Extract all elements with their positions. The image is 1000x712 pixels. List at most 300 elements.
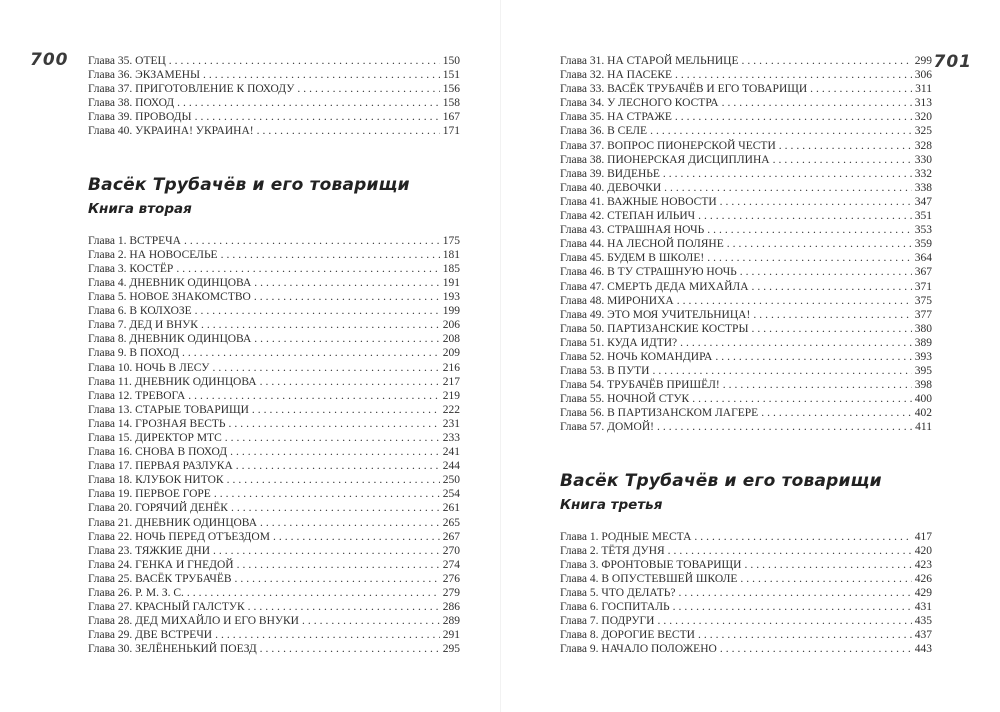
toc-entry <box>88 304 460 318</box>
dot-leader <box>260 642 440 656</box>
toc-entry-title: Глава 51. КУДА ИДТИ? <box>560 336 678 349</box>
toc-entry-title: Глава 3. ФРОНТОВЫЕ ТОВАРИЩИ <box>560 558 742 571</box>
toc-entry <box>88 82 460 96</box>
dot-leader <box>252 403 440 417</box>
toc-entry-page: 371 <box>914 280 932 293</box>
toc-entry <box>560 68 932 82</box>
dot-leader <box>213 544 440 558</box>
toc-entry-title: Глава 25. ВАСЁК ТРУБАЧЁВ <box>88 572 232 585</box>
toc-entry-title: Глава 37. ВОПРОС ПИОНЕРСКОЙ ЧЕСТИ <box>560 139 776 152</box>
dot-leader <box>751 322 911 336</box>
toc-entry-page: 380 <box>914 322 932 335</box>
dot-leader <box>720 642 912 656</box>
dot-leader <box>214 487 440 501</box>
dot-leader <box>664 181 912 195</box>
toc-entry-page: 338 <box>914 181 932 194</box>
dot-leader <box>203 68 440 82</box>
toc-entry-page: 313 <box>914 97 932 110</box>
toc-entry-page: 156 <box>442 83 460 96</box>
toc-entry-page: 199 <box>442 305 460 318</box>
toc-entry-title: Глава 26. Р. М. З. С. <box>88 587 184 600</box>
toc-entry-title: Глава 54. ТРУБАЧЁВ ПРИШЁЛ! <box>560 379 720 392</box>
toc-entry <box>88 389 460 403</box>
toc-entry-title: Глава 16. СНОВА В ПОХОД <box>88 446 228 459</box>
dot-leader <box>257 124 440 138</box>
dot-leader <box>752 280 912 294</box>
toc-entry-title: Глава 10. НОЧЬ В ЛЕСУ <box>88 361 210 374</box>
toc-entry-page: 393 <box>914 350 932 363</box>
page-number-left: 700 <box>30 50 69 70</box>
toc-entry <box>88 544 460 558</box>
toc-entry <box>560 558 932 572</box>
toc-entry-page: 267 <box>442 530 460 543</box>
toc-entry-title: Глава 39. ПРОВОДЫ <box>88 111 192 124</box>
toc-entry <box>88 445 460 459</box>
toc-entry-title: Глава 33. ВАСЁК ТРУБАЧЁВ И ЕГО ТОВАРИЩИ <box>560 83 808 96</box>
dot-leader <box>169 54 440 68</box>
dot-leader <box>237 558 440 572</box>
dot-leader <box>273 530 440 544</box>
toc-entry-page: 435 <box>914 615 932 628</box>
toc-entry <box>560 322 932 336</box>
toc-entry-page: 233 <box>442 432 460 444</box>
book-subtitle-heading: Книга вторая <box>88 200 192 217</box>
toc-entry-page: 185 <box>442 262 460 275</box>
dot-leader <box>254 276 439 290</box>
dot-leader <box>675 68 912 82</box>
dot-leader <box>176 262 439 276</box>
toc-entry-title: Глава 38. ПОХОД <box>88 97 175 110</box>
toc-entry-title: Глава 6. ГОСПИТАЛЬ <box>560 601 670 614</box>
toc-entry-page: 395 <box>914 365 932 378</box>
toc-entry-title: Глава 55. НОЧНОЙ СТУК <box>560 393 690 406</box>
dot-leader <box>248 600 440 614</box>
toc-entry <box>560 223 932 237</box>
toc-entry <box>88 516 460 530</box>
toc-entry-title: Глава 24. ГЕНКА И ГНЕДОЙ <box>88 558 234 571</box>
toc-entry-page: 250 <box>442 474 460 487</box>
toc-entry-title: Глава 11. ДНЕВНИК ОДИНЦОВА <box>88 375 257 388</box>
toc-entry-title: Глава 15. ДИРЕКТОР МТС <box>88 432 222 444</box>
toc-entry-title: Глава 5. ЧТО ДЕЛАТЬ? <box>560 587 676 600</box>
toc-entry-page: 289 <box>442 615 460 628</box>
toc-entry <box>88 276 460 290</box>
toc-entry-page: 193 <box>442 291 460 304</box>
dot-leader <box>692 392 912 406</box>
toc-entry-page: 306 <box>914 69 932 82</box>
dot-leader <box>678 586 911 600</box>
toc-entry-page: 167 <box>442 111 460 124</box>
toc-entry-page: 367 <box>914 266 932 279</box>
toc-entry-title: Глава 48. МИРОНИХА <box>560 294 674 307</box>
toc-entry-page: 411 <box>915 421 932 434</box>
toc-entry-page: 219 <box>442 389 460 402</box>
toc-entry <box>560 364 932 378</box>
toc-entry-title: Глава 20. ГОРЯЧИЙ ДЕНЁК <box>88 502 228 515</box>
toc-entry-title: Глава 40. УКРАИНА! УКРАИНА! <box>88 125 254 138</box>
toc-entry-page: 347 <box>914 195 932 208</box>
toc-entry-page: 181 <box>442 248 460 261</box>
dot-leader <box>254 332 439 346</box>
toc-entry <box>88 262 460 276</box>
toc-entry-page: 330 <box>914 153 932 166</box>
dot-leader <box>231 501 440 515</box>
toc-entry-page: 279 <box>442 587 460 600</box>
toc-section <box>88 175 460 657</box>
toc-entry <box>88 290 460 304</box>
toc-entry <box>560 308 932 322</box>
toc-entry-title: Глава 36. ЭКЗАМЕНЫ <box>88 69 201 82</box>
toc-entry <box>560 392 932 406</box>
dot-leader <box>235 572 440 586</box>
toc-entry <box>88 332 460 346</box>
toc-entry-page: 299 <box>914 55 932 67</box>
dot-leader <box>723 378 912 392</box>
toc-entry-title: Глава 28. ДЕД МИХАЙЛО И ЕГО ВНУКИ <box>88 615 299 628</box>
toc-entry-title: Глава 49. ЭТО МОЯ УЧИТЕЛЬНИЦА! <box>560 308 751 321</box>
toc-entry-page: 216 <box>442 361 460 374</box>
toc-entry-title: Глава 46. В ТУ СТРАШНУЮ НОЧЬ <box>560 266 737 279</box>
dot-leader <box>657 420 912 434</box>
toc-entry <box>560 139 932 153</box>
toc-entry <box>560 124 932 138</box>
toc-entry-title: Глава 27. КРАСНЫЙ ГАЛСТУК <box>88 601 245 614</box>
dot-leader <box>773 153 912 167</box>
toc-entry <box>560 420 932 434</box>
dot-leader <box>715 350 911 364</box>
toc-entry <box>88 248 460 262</box>
dot-leader <box>188 389 439 403</box>
toc-entry <box>560 406 932 420</box>
toc-entry-title: Глава 18. КЛУБОК НИТОК <box>88 474 224 487</box>
toc-entry-title: Глава 57. ДОМОЙ! <box>560 421 654 434</box>
toc-entry-title: Глава 42. СТЕПАН ИЛЬИЧ <box>560 210 696 223</box>
toc-entry <box>88 614 460 628</box>
toc-entry <box>560 336 932 350</box>
toc-entry <box>88 501 460 515</box>
toc-entry-title: Глава 53. В ПУТИ <box>560 365 650 378</box>
toc-entry-title: Глава 4. ДНЕВНИК ОДИНЦОВА <box>88 276 252 289</box>
toc-entry-page: 175 <box>442 234 460 247</box>
toc-entry-title: Глава 6. В КОЛХОЗЕ <box>88 305 192 318</box>
dot-leader <box>652 364 911 378</box>
dot-leader <box>254 290 440 304</box>
dot-leader <box>740 572 911 586</box>
toc-entry <box>88 431 460 445</box>
toc-entry <box>560 195 932 209</box>
toc-entry <box>88 572 460 586</box>
toc-entry-title: Глава 37. ПРИГОТОВЛЕНИЕ К ПОХОДУ <box>88 83 295 96</box>
toc-entry-title: Глава 7. ДЕД И ВНУК <box>88 319 198 332</box>
dot-leader <box>182 346 440 360</box>
toc-entry-title: Глава 29. ДВЕ ВСТРЕЧИ <box>88 629 213 642</box>
toc-entry-page: 328 <box>914 139 932 152</box>
dot-leader <box>195 110 440 124</box>
toc-entry-title: Глава 8. ДНЕВНИК ОДИНЦОВА <box>88 333 252 346</box>
dot-leader <box>677 294 912 308</box>
toc-entry-title: Глава 44. НА ЛЕСНОЙ ПОЛЯНЕ <box>560 238 724 251</box>
dot-leader <box>680 336 912 350</box>
toc-entry <box>560 378 932 392</box>
toc-entry-page: 261 <box>442 502 460 515</box>
toc-entry-title: Глава 30. ЗЕЛЁНЕНЬКИЙ ПОЕЗД <box>88 643 257 656</box>
toc-section <box>88 54 460 139</box>
toc-entry-page: 191 <box>442 276 460 289</box>
toc-entry <box>88 586 460 600</box>
dot-leader <box>212 361 439 375</box>
toc-entry <box>88 628 460 642</box>
toc-entry-title: Глава 52. НОЧЬ КОМАНДИРА <box>560 350 713 363</box>
toc-entry <box>560 82 932 96</box>
toc-entry <box>560 237 932 251</box>
toc-entry-page: 431 <box>914 601 932 614</box>
book-title-heading: Васёк Трубачёв и его товарищи <box>560 470 882 491</box>
dot-leader <box>195 304 440 318</box>
page-number-right: 701 <box>933 52 972 72</box>
toc-entry <box>88 530 460 544</box>
dot-leader <box>761 406 912 420</box>
toc-entry-title: Глава 34. У ЛЕСНОГО КОСТРА <box>560 97 719 110</box>
dot-leader <box>675 110 912 124</box>
toc-entry-page: 359 <box>914 238 932 251</box>
toc-entry <box>560 294 932 308</box>
toc-entry <box>88 403 460 417</box>
toc-entry-title: Глава 1. ВСТРЕЧА <box>88 234 181 247</box>
toc-entry-title: Глава 40. ДЕВОЧКИ <box>560 181 662 194</box>
toc-entry <box>560 280 932 294</box>
toc-entry-title: Глава 43. СТРАШНАЯ НОЧЬ <box>560 224 705 237</box>
dot-leader <box>722 96 912 110</box>
toc-entry <box>88 96 460 110</box>
toc-entry-page: 231 <box>442 417 460 430</box>
toc-entry <box>560 167 932 181</box>
toc-entry-title: Глава 9. В ПОХОД <box>88 347 179 360</box>
toc-entry <box>560 642 932 656</box>
toc-entry-page: 295 <box>442 643 460 656</box>
toc-entry-title: Глава 4. В ОПУСТЕВШЕЙ ШКОЛЕ <box>560 572 738 585</box>
toc-section <box>560 471 932 657</box>
dot-leader <box>260 375 440 389</box>
toc-entry-title: Глава 5. НОВОЕ ЗНАКОМСТВО <box>88 291 251 304</box>
toc-entry-page: 222 <box>442 403 460 416</box>
toc-entry <box>88 68 460 82</box>
book-subtitle-heading: Книга третья <box>560 496 663 513</box>
toc-entry <box>560 153 932 167</box>
toc-entry-page: 389 <box>914 336 932 349</box>
toc-entry-title: Глава 35. ОТЕЦ <box>88 55 166 67</box>
toc-entry <box>560 530 932 544</box>
toc-entry-page: 150 <box>442 55 460 67</box>
toc-entry-page: 171 <box>442 125 460 138</box>
toc-entry-page: 325 <box>914 125 932 138</box>
toc-entry-page: 437 <box>914 629 932 642</box>
toc-entry <box>88 54 460 68</box>
toc-entry-title: Глава 45. БУДЕМ В ШКОЛЕ! <box>560 252 705 265</box>
toc-entry <box>88 110 460 124</box>
toc-entry <box>560 544 932 558</box>
toc-entry-page: 332 <box>914 167 932 180</box>
dot-leader <box>227 473 440 487</box>
toc-entry-page: 270 <box>442 544 460 557</box>
toc-entry <box>88 318 460 332</box>
toc-entry-page: 402 <box>914 407 932 420</box>
toc-entry-page: 320 <box>914 111 932 124</box>
toc-entry <box>88 487 460 501</box>
toc-entry-title: Глава 31. НА СТАРОЙ МЕЛЬНИЦЕ <box>560 55 739 67</box>
dot-leader <box>657 614 911 628</box>
book-title-heading: Васёк Трубачёв и его товарищи <box>88 174 410 195</box>
toc-entry <box>88 473 460 487</box>
toc-entry-page: 426 <box>914 572 932 585</box>
dot-leader <box>740 265 912 279</box>
toc-entry <box>88 642 460 656</box>
toc-entry-page: 158 <box>442 97 460 110</box>
toc-entry <box>560 251 932 265</box>
toc-entry <box>560 350 932 364</box>
toc-entry <box>88 346 460 360</box>
dot-leader <box>727 237 912 251</box>
toc-entry <box>88 459 460 473</box>
toc-entry-page: 364 <box>914 252 932 265</box>
toc-entry-title: Глава 14. ГРОЗНАЯ ВЕСТЬ <box>88 417 226 430</box>
dot-leader <box>302 614 440 628</box>
toc-entry-page: 400 <box>914 393 932 406</box>
toc-left <box>88 54 460 657</box>
toc-entry-page: 217 <box>442 375 460 388</box>
toc-entry-page: 206 <box>442 319 460 332</box>
toc-entry-title: Глава 41. ВАЖНЫЕ НОВОСТИ <box>560 195 717 208</box>
toc-entry <box>88 361 460 375</box>
toc-entry-page: 244 <box>442 460 460 473</box>
toc-entry-title: Глава 2. ТЁТЯ ДУНЯ <box>560 544 665 557</box>
toc-entry-title: Глава 47. СМЕРТЬ ДЕДА МИХАЙЛА <box>560 280 749 293</box>
toc-entry-page: 443 <box>914 643 932 656</box>
dot-leader <box>810 82 912 96</box>
toc-entry <box>88 234 460 248</box>
toc-entry-page: 208 <box>442 333 460 346</box>
toc-entry-title: Глава 21. ДНЕВНИК ОДИНЦОВА <box>88 516 258 529</box>
dot-leader <box>668 544 912 558</box>
toc-entry-page: 265 <box>442 516 460 529</box>
toc-entry-title: Глава 12. ТРЕВОГА <box>88 389 186 402</box>
toc-entry-title: Глава 17. ПЕРВАЯ РАЗЛУКА <box>88 460 233 473</box>
dot-leader <box>215 628 440 642</box>
dot-leader <box>650 124 912 138</box>
toc-entry-title: Глава 38. ПИОНЕРСКАЯ ДИСЦИПЛИНА <box>560 153 770 166</box>
dot-leader <box>187 586 440 600</box>
toc-entry <box>88 124 460 138</box>
toc-entry-page: 276 <box>442 572 460 585</box>
dot-leader <box>698 209 912 223</box>
dot-leader <box>221 248 440 262</box>
toc-entry-title: Глава 7. ПОДРУГИ <box>560 615 655 628</box>
toc-entry <box>560 628 932 642</box>
toc-entry-page: 274 <box>442 558 460 571</box>
toc-entry-title: Глава 35. НА СТРАЖЕ <box>560 111 672 124</box>
dot-leader <box>694 530 911 544</box>
toc-entry-title: Глава 19. ПЕРВОЕ ГОРЕ <box>88 488 211 501</box>
toc-entry <box>560 600 932 614</box>
dot-leader <box>225 431 440 445</box>
dot-leader <box>753 308 911 322</box>
dot-leader <box>707 223 912 237</box>
page-right <box>500 0 1000 712</box>
toc-entry <box>88 600 460 614</box>
toc-entry <box>560 54 932 68</box>
dot-leader <box>230 445 440 459</box>
toc-entry <box>560 614 932 628</box>
toc-entry-page: 286 <box>442 601 460 614</box>
toc-entry-title: Глава 56. В ПАРТИЗАНСКОМ ЛАГЕРЕ <box>560 407 759 420</box>
toc-entry-title: Глава 23. ТЯЖКИЕ ДНИ <box>88 544 211 557</box>
toc-entry-title: Глава 50. ПАРТИЗАНСКИЕ КОСТРЫ <box>560 322 749 335</box>
toc-entry-title: Глава 36. В СЕЛЕ <box>560 125 648 138</box>
dot-leader <box>177 96 440 110</box>
toc-entry-title: Глава 39. ВИДЕНЬЕ <box>560 167 660 180</box>
toc-entry-title: Глава 13. СТАРЫЕ ТОВАРИЩИ <box>88 403 249 416</box>
dot-leader <box>673 600 912 614</box>
dot-leader <box>744 558 911 572</box>
dot-leader <box>260 516 440 530</box>
toc-entry-page: 209 <box>442 347 460 360</box>
toc-section <box>560 54 932 435</box>
toc-entry-page: 377 <box>914 308 932 321</box>
toc-entry-page: 351 <box>914 210 932 223</box>
toc-entry-page: 375 <box>914 294 932 307</box>
toc-right <box>560 54 932 657</box>
toc-entry <box>88 558 460 572</box>
toc-entry-title: Глава 9. НАЧАЛО ПОЛОЖЕНО <box>560 643 717 656</box>
toc-entry-page: 254 <box>442 488 460 501</box>
toc-entry-title: Глава 1. РОДНЫЕ МЕСТА <box>560 530 692 543</box>
toc-entry-page: 420 <box>914 544 932 557</box>
toc-entry-page: 398 <box>914 379 932 392</box>
toc-entry <box>560 110 932 124</box>
toc-entry-title: Глава 2. НА НОВОСЕЛЬЕ <box>88 248 218 261</box>
toc-entry <box>560 181 932 195</box>
toc-entry-title: Глава 3. КОСТЁР <box>88 262 174 275</box>
toc-entry <box>560 265 932 279</box>
dot-leader <box>229 417 440 431</box>
dot-leader <box>779 139 912 153</box>
dot-leader <box>663 167 912 181</box>
toc-entry-title: Глава 32. НА ПАСЕКЕ <box>560 69 673 82</box>
dot-leader <box>236 459 440 473</box>
toc-entry-title: Глава 22. НОЧЬ ПЕРЕД ОТЪЕЗДОМ <box>88 530 270 543</box>
dot-leader <box>720 195 912 209</box>
toc-entry <box>560 209 932 223</box>
dot-leader <box>297 82 439 96</box>
toc-entry-page: 353 <box>914 224 932 237</box>
toc-entry-page: 291 <box>442 629 460 642</box>
dot-leader <box>742 54 912 68</box>
toc-entry <box>560 572 932 586</box>
toc-entry-title: Глава 8. ДОРОГИЕ ВЕСТИ <box>560 629 695 642</box>
dot-leader <box>698 628 912 642</box>
toc-entry-page: 417 <box>914 530 932 543</box>
toc-entry-page: 151 <box>442 69 460 82</box>
toc-entry-page: 429 <box>914 587 932 600</box>
toc-entry <box>88 375 460 389</box>
toc-entry-page: 241 <box>442 446 460 459</box>
toc-entry <box>560 586 932 600</box>
dot-leader <box>184 234 440 248</box>
toc-entry <box>88 417 460 431</box>
toc-entry <box>560 96 932 110</box>
toc-entry-page: 423 <box>914 558 932 571</box>
toc-entry-page: 311 <box>915 83 932 96</box>
dot-leader <box>707 251 912 265</box>
